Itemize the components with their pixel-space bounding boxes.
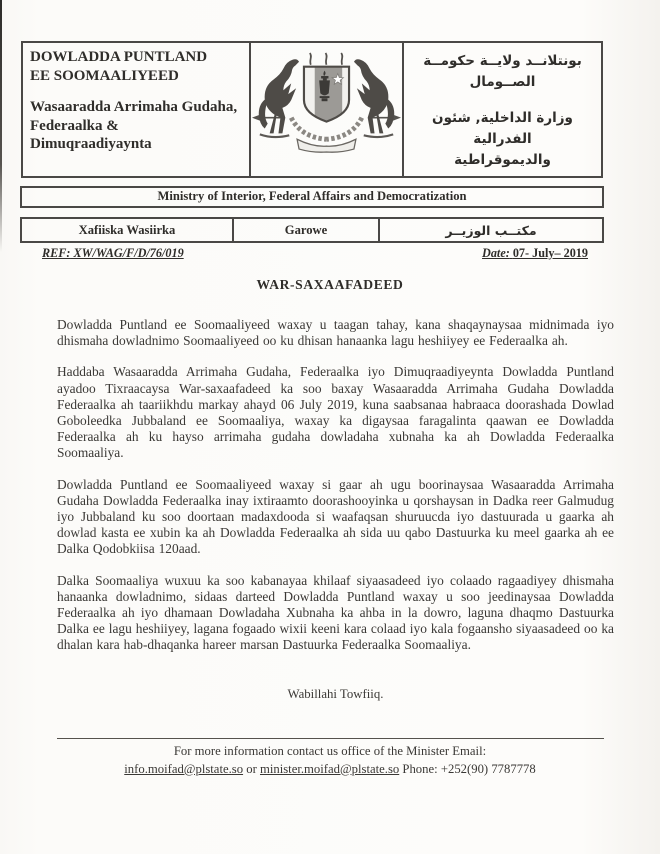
letterhead [21, 41, 603, 178]
ref-label: REF: [42, 246, 71, 260]
phone-label: Phone: [402, 761, 438, 776]
letterhead-somali-box [21, 41, 251, 178]
footer-contact [20, 743, 640, 778]
closing-line: Wabillahi Towfiiq. [287, 687, 384, 701]
org-name-arabic-line: الصــومال [469, 73, 536, 90]
org-name-arabic-line: بونتلانــد ولايــة حكومــة [423, 53, 582, 69]
city-cell: Garowe [234, 219, 380, 241]
document-date [482, 246, 588, 261]
ministry-name-arabic-line: والديموقراطية [454, 151, 551, 168]
document-title: WAR-SAXAAFADEED [256, 277, 404, 292]
ministry-name-line: Wasaaradda Arrimaha Gudaha, [30, 99, 238, 116]
letterhead-arabic-box [402, 41, 603, 178]
ref-value: XW/WAG/F/D/76/019 [73, 246, 184, 260]
org-name-line: EE SOOMAALIYEED [30, 67, 179, 84]
body-paragraph: Dalka Soomaaliya wuxuu ka soo kabanayaa khilaaf siyaasadeed iyo colaado ragaadiyey dhismaha hanaanka dowladnimo, sidaas darteed Dowladda Puntland waxay u soo jeedinaysaa Dowladda Federaalka ah iyo dhamaan Dowladaha Xubnaha ka ahba in la dowro, laguna dhaqmo Dastuurka Dalka ee lagu heshiiyey, lagana fogaado wixii keeni kara colaad iyo kala fogaansho siyaasadeed oo ka dhalan kara hab-dhaqanka hareer marsan Dastuurka Federaalka Soomaaliya. [57, 572, 614, 653]
footer-line2 [20, 761, 640, 779]
body-paragraph: Dowladda Puntland ee Soomaaliyeed waxay u taagan tahay, kana shaqaynaysaa midnimada iyo dhismaha dowladnimo Soomaaliyeed oo ku dhisan hanaanka lagu heshiiyey ee Federaalka ah. [57, 317, 614, 349]
ministry-name-arabic-line: وزارة الداخلية, شئون الفدرالية [432, 109, 573, 147]
reference-number [42, 246, 184, 261]
office-somali-cell: Xafiiska Wasiirka [22, 219, 234, 241]
date-label: Date: [482, 246, 510, 260]
footer-divider [57, 738, 604, 739]
email-minister: minister.moifad@plstate.so [259, 761, 400, 776]
letterhead-emblem-box [251, 41, 402, 178]
document-body [57, 317, 614, 669]
date-value: 07- July– 2019 [512, 246, 588, 260]
body-paragraph: Dowladda Puntland ee Soomaaliyeed waxay si gaar ah ugu boorinaysaa Wasaaradda Arrimaha Gudaha Dowladda Federaalka inay ixtiraamto doorashooyinka u qorshaysan in Dadka reer Galmudug iyo Jubbaland ku soo doortaan madaxdooda si waafaqsan shuruucda iyo dastuurada u gaarka ah dowlad kasta ee xubin ka ah Dowladda Federaalka ah sida uu qabo Dastuurka ku meel gaarka ah ee Dalka Qodobkiisa 120aad. [57, 476, 614, 557]
email-info: info.moifad@plstate.so [124, 761, 244, 776]
office-arabic-cell: مكتــب الوزيــر [445, 222, 537, 238]
phone-value: +252(90) 7787778 [440, 761, 536, 776]
puntland-coat-of-arms-icon [252, 46, 401, 158]
body-paragraph: Haddaba Wasaaradda Arrimaha Gudaha, Federaalka iyo Dimuqraadiyeynta Dowladda Puntland ayadoo Tixraacaysa War-saxaafadeed ka soo baxay Wasaaradda Arrimaha Gudaha Dowladda Federaalka ah taariikhdu markay ahayd 06 July 2019, kuna saabsanaa habraaca doorashada Dowlad Goboleedka Jubbaland ee Soomaaliya, waxay ka digaysaa faragalinta qaawan ee Dowladda Federaalka ah ku hayso arrimaha gudaha dowladaha xubnaha ka ah Dowladda Federaalka Soomaaliya. [57, 364, 614, 461]
office-row [20, 217, 604, 243]
footer-line1: For more information contact us office of the Minister Email: [173, 744, 487, 758]
footer-conjunction: or [246, 761, 257, 776]
scan-edge-artifact [0, 0, 2, 252]
ministry-title-band: Ministry of Interior, Federal Affairs and Democratization [20, 186, 604, 208]
ministry-name-line: Federaalka & Dimuqraadiyaynta [30, 117, 152, 153]
org-name-line: DOWLADDA PUNTLAND [30, 49, 208, 65]
reference-row [42, 246, 588, 261]
